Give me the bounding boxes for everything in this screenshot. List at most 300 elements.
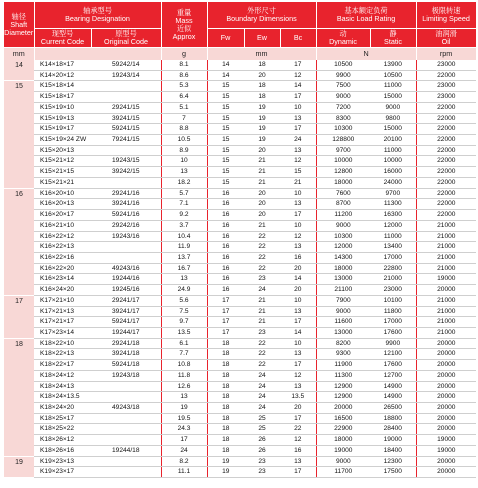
fw-cell: 18 bbox=[207, 445, 244, 456]
original-code-cell bbox=[91, 435, 161, 446]
table-row bbox=[4, 381, 476, 392]
mass-cell: 19 bbox=[161, 403, 207, 414]
static-load-cell: 28400 bbox=[370, 424, 416, 435]
mass-cell: 6.1 bbox=[161, 338, 207, 349]
bc-cell: 17 bbox=[280, 317, 316, 328]
table-row bbox=[4, 252, 476, 263]
dynamic-load-cell: 11900 bbox=[316, 360, 370, 371]
table-row bbox=[4, 60, 476, 70]
shaft-diameter-cell: 15 bbox=[4, 81, 34, 188]
table-row bbox=[4, 327, 476, 338]
original-code-cell: 29241/15 bbox=[91, 102, 161, 113]
static-load-cell: 26500 bbox=[370, 403, 416, 414]
oil-speed-cell: 21000 bbox=[416, 263, 476, 274]
oil-speed-cell: 20000 bbox=[416, 285, 476, 296]
dynamic-load-cell: 21100 bbox=[316, 285, 370, 296]
ew-cell: 18 bbox=[244, 81, 280, 92]
ew-cell: 25 bbox=[244, 413, 280, 424]
shaft-diameter-header: 轴径 Shaft Diameter bbox=[4, 2, 34, 48]
original-code-cell: 29241/16 bbox=[91, 188, 161, 199]
oil-header: 油润滑 Oil bbox=[416, 29, 476, 48]
dynamic-load-cell: 9000 bbox=[316, 92, 370, 103]
dynamic-load-cell: 13000 bbox=[316, 274, 370, 285]
bc-cell: 13 bbox=[280, 145, 316, 156]
static-load-cell: 11000 bbox=[370, 145, 416, 156]
dynamic-load-cell: 7500 bbox=[316, 81, 370, 92]
current-code-cell: K18×26×12 bbox=[34, 435, 91, 446]
ew-cell: 18 bbox=[244, 92, 280, 103]
dynamic-load-cell: 7600 bbox=[316, 188, 370, 199]
fw-cell: 18 bbox=[207, 381, 244, 392]
bc-cell: 12 bbox=[280, 435, 316, 446]
unit-blank bbox=[34, 48, 161, 61]
oil-speed-cell: 19000 bbox=[416, 435, 476, 446]
oil-speed-cell: 22000 bbox=[416, 199, 476, 210]
ew-cell: 22 bbox=[244, 338, 280, 349]
original-code-cell: 19243/15 bbox=[91, 156, 161, 167]
dynamic-load-cell: 9700 bbox=[316, 145, 370, 156]
table-row bbox=[4, 113, 476, 124]
table-row bbox=[4, 403, 476, 414]
original-code-cell: 19244/17 bbox=[91, 327, 161, 338]
current-code-cell: K15×18×14 bbox=[34, 81, 91, 92]
table-row bbox=[4, 199, 476, 210]
fw-cell: 14 bbox=[207, 70, 244, 81]
table-row bbox=[4, 220, 476, 231]
fw-cell: 16 bbox=[207, 199, 244, 210]
static-load-cell: 14900 bbox=[370, 381, 416, 392]
mass-cell: 3.7 bbox=[161, 220, 207, 231]
mass-cell: 8.2 bbox=[161, 456, 207, 467]
static-load-cell: 23000 bbox=[370, 285, 416, 296]
static-load-cell: 12300 bbox=[370, 456, 416, 467]
static-load-cell: 10500 bbox=[370, 70, 416, 81]
oil-speed-cell: 19000 bbox=[416, 274, 476, 285]
static-load-cell: 18400 bbox=[370, 445, 416, 456]
oil-speed-cell: 22000 bbox=[416, 124, 476, 135]
original-code-cell: 49243/18 bbox=[91, 403, 161, 414]
original-code-cell: 59242/14 bbox=[91, 60, 161, 70]
original-code-cell bbox=[91, 92, 161, 103]
dynamic-load-cell: 10500 bbox=[316, 60, 370, 70]
static-load-cell: 18800 bbox=[370, 413, 416, 424]
bc-cell: 12 bbox=[280, 70, 316, 81]
static-load-cell: 24000 bbox=[370, 177, 416, 188]
bc-cell: 12 bbox=[280, 370, 316, 381]
shaft-diameter-cell: 18 bbox=[4, 338, 34, 456]
current-code-cell: K15×21×15 bbox=[34, 167, 91, 178]
table-row bbox=[4, 156, 476, 167]
fw-cell: 15 bbox=[207, 135, 244, 146]
current-code-cell: K15×18×17 bbox=[34, 92, 91, 103]
dynamic-load-cell: 14300 bbox=[316, 252, 370, 263]
oil-speed-cell: 22000 bbox=[416, 177, 476, 188]
table-row bbox=[4, 177, 476, 188]
oil-speed-cell: 21000 bbox=[416, 317, 476, 328]
oil-speed-cell: 23000 bbox=[416, 81, 476, 92]
table-row bbox=[4, 360, 476, 371]
fw-cell: 15 bbox=[207, 81, 244, 92]
fw-cell: 15 bbox=[207, 177, 244, 188]
mass-cell: 24.3 bbox=[161, 424, 207, 435]
ew-cell: 24 bbox=[244, 381, 280, 392]
shaft-diameter-cell: 19 bbox=[4, 456, 34, 477]
static-load-cell: 10000 bbox=[370, 156, 416, 167]
current-code-cell: K19×23×13 bbox=[34, 456, 91, 467]
table-row bbox=[4, 285, 476, 296]
ew-cell: 21 bbox=[244, 156, 280, 167]
boundary-dimensions-header: 外形尺寸 Boundary Dimensions bbox=[207, 2, 316, 29]
bc-cell: 17 bbox=[280, 124, 316, 135]
oil-speed-cell: 20000 bbox=[416, 392, 476, 403]
current-code-cell: K18×22×13 bbox=[34, 349, 91, 360]
unit-mm: mm bbox=[4, 48, 34, 61]
static-load-cell: 20100 bbox=[370, 135, 416, 146]
fw-cell: 15 bbox=[207, 167, 244, 178]
bc-cell: 14 bbox=[280, 274, 316, 285]
current-code-cell: K18×24×20 bbox=[34, 403, 91, 414]
mass-cell: 7.5 bbox=[161, 306, 207, 317]
ew-cell: 24 bbox=[244, 370, 280, 381]
current-code-cell: K18×26×16 bbox=[34, 445, 91, 456]
fw-cell: 15 bbox=[207, 145, 244, 156]
oil-speed-cell: 20000 bbox=[416, 456, 476, 467]
fw-cell: 16 bbox=[207, 220, 244, 231]
current-code-header: 现型号 Current Code bbox=[34, 29, 91, 48]
current-code-cell: K15×19×24 ZW bbox=[34, 135, 91, 146]
bc-cell: 10 bbox=[280, 102, 316, 113]
original-code-cell: 59241/16 bbox=[91, 210, 161, 221]
table-row bbox=[4, 338, 476, 349]
bc-cell: 13 bbox=[280, 242, 316, 253]
static-load-cell: 10100 bbox=[370, 295, 416, 306]
bc-cell: 10 bbox=[280, 295, 316, 306]
basic-load-rating-header: 基本额定负荷 Basic Load Rating bbox=[316, 2, 416, 29]
oil-speed-cell: 22000 bbox=[416, 145, 476, 156]
mass-cell: 5.3 bbox=[161, 81, 207, 92]
fw-cell: 17 bbox=[207, 327, 244, 338]
oil-speed-cell: 22000 bbox=[416, 102, 476, 113]
dynamic-load-cell: 12800 bbox=[316, 167, 370, 178]
mass-cell: 17 bbox=[161, 435, 207, 446]
dynamic-load-cell: 18000 bbox=[316, 435, 370, 446]
ew-cell: 20 bbox=[244, 70, 280, 81]
original-code-cell: 19244/18 bbox=[91, 445, 161, 456]
dynamic-load-cell: 8300 bbox=[316, 113, 370, 124]
dynamic-load-cell: 10300 bbox=[316, 124, 370, 135]
ew-cell: 21 bbox=[244, 317, 280, 328]
original-code-cell bbox=[91, 467, 161, 478]
table-row bbox=[4, 92, 476, 103]
static-load-cell: 11000 bbox=[370, 231, 416, 242]
current-code-cell: K18×22×10 bbox=[34, 338, 91, 349]
original-code-cell: 19244/16 bbox=[91, 274, 161, 285]
original-code-cell bbox=[91, 392, 161, 403]
table-row bbox=[4, 392, 476, 403]
dynamic-load-cell: 12900 bbox=[316, 381, 370, 392]
dynamic-load-cell: 11700 bbox=[316, 467, 370, 478]
table-row bbox=[4, 145, 476, 156]
static-load-cell: 9900 bbox=[370, 338, 416, 349]
dynamic-load-cell: 8200 bbox=[316, 338, 370, 349]
current-code-cell: K18×24×13.5 bbox=[34, 392, 91, 403]
mass-cell: 7.7 bbox=[161, 349, 207, 360]
original-code-cell bbox=[91, 424, 161, 435]
ew-cell: 23 bbox=[244, 467, 280, 478]
static-header: 静 Static bbox=[370, 29, 416, 48]
current-code-cell: K16×24×20 bbox=[34, 285, 91, 296]
fw-cell: 19 bbox=[207, 467, 244, 478]
dynamic-header: 动 Dynamic bbox=[316, 29, 370, 48]
current-code-cell: K15×20×13 bbox=[34, 145, 91, 156]
bearing-table bbox=[4, 2, 477, 478]
ew-cell: 19 bbox=[244, 135, 280, 146]
mass-header: 重量 Mass 近似 Approx bbox=[161, 2, 207, 48]
ew-cell: 25 bbox=[244, 424, 280, 435]
bc-cell: 13 bbox=[280, 349, 316, 360]
oil-speed-cell: 21000 bbox=[416, 252, 476, 263]
ew-cell: 23 bbox=[244, 456, 280, 467]
fw-cell: 14 bbox=[207, 60, 244, 70]
bc-cell: 20 bbox=[280, 285, 316, 296]
mass-cell: 8.8 bbox=[161, 124, 207, 135]
original-code-cell: 19243/16 bbox=[91, 231, 161, 242]
ew-cell: 20 bbox=[244, 199, 280, 210]
oil-speed-cell: 22000 bbox=[416, 156, 476, 167]
oil-speed-cell: 22000 bbox=[416, 210, 476, 221]
table-row bbox=[4, 295, 476, 306]
fw-cell: 15 bbox=[207, 102, 244, 113]
fw-cell: 19 bbox=[207, 456, 244, 467]
original-code-cell: 39241/16 bbox=[91, 199, 161, 210]
mass-cell: 19.5 bbox=[161, 413, 207, 424]
current-code-cell: K18×24×12 bbox=[34, 370, 91, 381]
table-row bbox=[4, 413, 476, 424]
fw-cell: 17 bbox=[207, 295, 244, 306]
fw-cell: 18 bbox=[207, 392, 244, 403]
dynamic-load-cell: 7900 bbox=[316, 295, 370, 306]
current-code-cell: K17×21×17 bbox=[34, 317, 91, 328]
oil-speed-cell: 22000 bbox=[416, 167, 476, 178]
static-load-cell: 9700 bbox=[370, 188, 416, 199]
shaft-diameter-cell: 16 bbox=[4, 188, 34, 295]
table-row bbox=[4, 135, 476, 146]
table-row bbox=[4, 306, 476, 317]
dynamic-load-cell: 12900 bbox=[316, 392, 370, 403]
static-load-cell: 11300 bbox=[370, 199, 416, 210]
current-code-cell: K14×18×17 bbox=[34, 60, 91, 70]
original-code-cell: 29241/18 bbox=[91, 338, 161, 349]
bc-cell: 13 bbox=[280, 113, 316, 124]
static-load-cell: 17600 bbox=[370, 360, 416, 371]
ew-cell: 24 bbox=[244, 392, 280, 403]
original-code-cell: 39241/15 bbox=[91, 113, 161, 124]
mass-cell: 7 bbox=[161, 113, 207, 124]
table-row bbox=[4, 124, 476, 135]
oil-speed-cell: 20000 bbox=[416, 338, 476, 349]
current-code-cell: K17×21×13 bbox=[34, 306, 91, 317]
current-code-cell: K16×22×12 bbox=[34, 231, 91, 242]
static-load-cell: 16300 bbox=[370, 210, 416, 221]
fw-cell: 17 bbox=[207, 317, 244, 328]
original-code-cell bbox=[91, 81, 161, 92]
dynamic-load-cell: 22900 bbox=[316, 424, 370, 435]
mass-cell: 9.7 bbox=[161, 317, 207, 328]
static-load-cell: 13900 bbox=[370, 60, 416, 70]
fw-cell: 16 bbox=[207, 188, 244, 199]
ew-cell: 22 bbox=[244, 231, 280, 242]
fw-cell: 18 bbox=[207, 435, 244, 446]
static-load-cell: 14900 bbox=[370, 392, 416, 403]
table-row bbox=[4, 456, 476, 467]
dynamic-load-cell: 9000 bbox=[316, 306, 370, 317]
dynamic-load-cell: 9000 bbox=[316, 456, 370, 467]
current-code-cell: K15×21×12 bbox=[34, 156, 91, 167]
ew-cell: 21 bbox=[244, 306, 280, 317]
ew-cell: 20 bbox=[244, 188, 280, 199]
current-code-cell: K16×22×16 bbox=[34, 252, 91, 263]
mass-cell: 24 bbox=[161, 445, 207, 456]
fw-cell: 16 bbox=[207, 231, 244, 242]
dynamic-load-cell: 10300 bbox=[316, 231, 370, 242]
mass-cell: 6.4 bbox=[161, 92, 207, 103]
bc-cell: 17 bbox=[280, 467, 316, 478]
oil-speed-cell: 23000 bbox=[416, 92, 476, 103]
oil-speed-cell: 20000 bbox=[416, 413, 476, 424]
current-code-cell: K16×20×13 bbox=[34, 199, 91, 210]
original-code-header: 原型号 Original Code bbox=[91, 29, 161, 48]
bc-cell: 14 bbox=[280, 81, 316, 92]
mass-cell: 11.8 bbox=[161, 370, 207, 381]
static-load-cell: 9800 bbox=[370, 113, 416, 124]
oil-speed-cell: 21000 bbox=[416, 220, 476, 231]
static-load-cell: 22800 bbox=[370, 263, 416, 274]
current-code-cell: K15×19×17 bbox=[34, 124, 91, 135]
bc-cell: 17 bbox=[280, 360, 316, 371]
dynamic-load-cell: 16500 bbox=[316, 413, 370, 424]
original-code-cell bbox=[91, 252, 161, 263]
static-load-cell: 15000 bbox=[370, 124, 416, 135]
static-load-cell: 17600 bbox=[370, 327, 416, 338]
mass-cell: 8.1 bbox=[161, 60, 207, 70]
static-load-cell: 13400 bbox=[370, 242, 416, 253]
ew-cell: 26 bbox=[244, 445, 280, 456]
current-code-cell: K15×19×13 bbox=[34, 113, 91, 124]
mass-cell: 10 bbox=[161, 156, 207, 167]
ew-cell: 23 bbox=[244, 274, 280, 285]
current-code-cell: K14×20×12 bbox=[34, 70, 91, 81]
unit-n: N bbox=[316, 48, 416, 61]
original-code-cell: 79241/15 bbox=[91, 135, 161, 146]
bc-cell: 13 bbox=[280, 199, 316, 210]
table-row bbox=[4, 167, 476, 178]
current-code-cell: K16×21×10 bbox=[34, 220, 91, 231]
bc-cell: 17 bbox=[280, 60, 316, 70]
mass-cell: 11.9 bbox=[161, 242, 207, 253]
ew-cell: 24 bbox=[244, 285, 280, 296]
mass-cell: 10.8 bbox=[161, 360, 207, 371]
unit-mm-dimensions: mm bbox=[207, 48, 316, 61]
original-code-cell bbox=[91, 177, 161, 188]
ew-cell: 20 bbox=[244, 210, 280, 221]
fw-cell: 16 bbox=[207, 263, 244, 274]
fw-cell: 15 bbox=[207, 113, 244, 124]
table-row bbox=[4, 102, 476, 113]
original-code-cell: 59241/15 bbox=[91, 124, 161, 135]
dynamic-load-cell: 8700 bbox=[316, 199, 370, 210]
oil-speed-cell: 20000 bbox=[416, 381, 476, 392]
current-code-cell: K16×22×20 bbox=[34, 263, 91, 274]
bc-cell: 10 bbox=[280, 338, 316, 349]
oil-speed-cell: 19000 bbox=[416, 445, 476, 456]
dynamic-load-cell: 20000 bbox=[316, 403, 370, 414]
ew-cell: 18 bbox=[244, 60, 280, 70]
fw-cell: 18 bbox=[207, 338, 244, 349]
table-row bbox=[4, 424, 476, 435]
dynamic-load-cell: 9000 bbox=[316, 220, 370, 231]
mass-cell: 13.7 bbox=[161, 252, 207, 263]
ew-cell: 21 bbox=[244, 167, 280, 178]
bc-cell: 20 bbox=[280, 403, 316, 414]
ew-cell: 21 bbox=[244, 220, 280, 231]
ew-cell: 22 bbox=[244, 263, 280, 274]
ew-cell: 21 bbox=[244, 295, 280, 306]
mass-cell: 13 bbox=[161, 167, 207, 178]
bearing-designation-header: 轴承型号 Bearing Designation bbox=[34, 2, 161, 29]
table-body bbox=[4, 60, 476, 478]
bc-cell: 16 bbox=[280, 445, 316, 456]
static-load-cell: 12100 bbox=[370, 349, 416, 360]
dynamic-load-cell: 10000 bbox=[316, 156, 370, 167]
fw-cell: 15 bbox=[207, 124, 244, 135]
current-code-cell: K18×25×17 bbox=[34, 413, 91, 424]
original-code-cell: 39242/15 bbox=[91, 167, 161, 178]
limiting-speed-header: 极限转速 Limiting Speed bbox=[416, 2, 476, 29]
shaft-diameter-cell: 14 bbox=[4, 60, 34, 81]
fw-cell: 15 bbox=[207, 92, 244, 103]
mass-cell: 13 bbox=[161, 392, 207, 403]
oil-speed-cell: 21000 bbox=[416, 306, 476, 317]
current-code-cell: K17×21×10 bbox=[34, 295, 91, 306]
mass-cell: 9.2 bbox=[161, 210, 207, 221]
dynamic-load-cell: 128800 bbox=[316, 135, 370, 146]
original-code-cell: 19245/16 bbox=[91, 285, 161, 296]
fw-cell: 15 bbox=[207, 156, 244, 167]
unit-rpm: rpm bbox=[416, 48, 476, 61]
bc-cell: 13 bbox=[280, 306, 316, 317]
original-code-cell: 39241/17 bbox=[91, 306, 161, 317]
static-load-cell: 21000 bbox=[370, 274, 416, 285]
original-code-cell bbox=[91, 381, 161, 392]
dynamic-load-cell: 18000 bbox=[316, 263, 370, 274]
mass-cell: 13 bbox=[161, 274, 207, 285]
ew-cell: 19 bbox=[244, 124, 280, 135]
original-code-cell: 29242/16 bbox=[91, 220, 161, 231]
bc-cell: 20 bbox=[280, 263, 316, 274]
dynamic-load-cell: 9900 bbox=[316, 70, 370, 81]
current-code-cell: K16×23×14 bbox=[34, 274, 91, 285]
mass-cell: 8.9 bbox=[161, 145, 207, 156]
oil-speed-cell: 20000 bbox=[416, 370, 476, 381]
mass-cell: 24.9 bbox=[161, 285, 207, 296]
current-code-cell: K15×19×10 bbox=[34, 102, 91, 113]
bc-cell: 10 bbox=[280, 188, 316, 199]
mass-cell: 11.1 bbox=[161, 467, 207, 478]
dynamic-load-cell: 7200 bbox=[316, 102, 370, 113]
ew-cell: 23 bbox=[244, 327, 280, 338]
current-code-cell: K15×21×21 bbox=[34, 177, 91, 188]
ew-cell: 24 bbox=[244, 403, 280, 414]
